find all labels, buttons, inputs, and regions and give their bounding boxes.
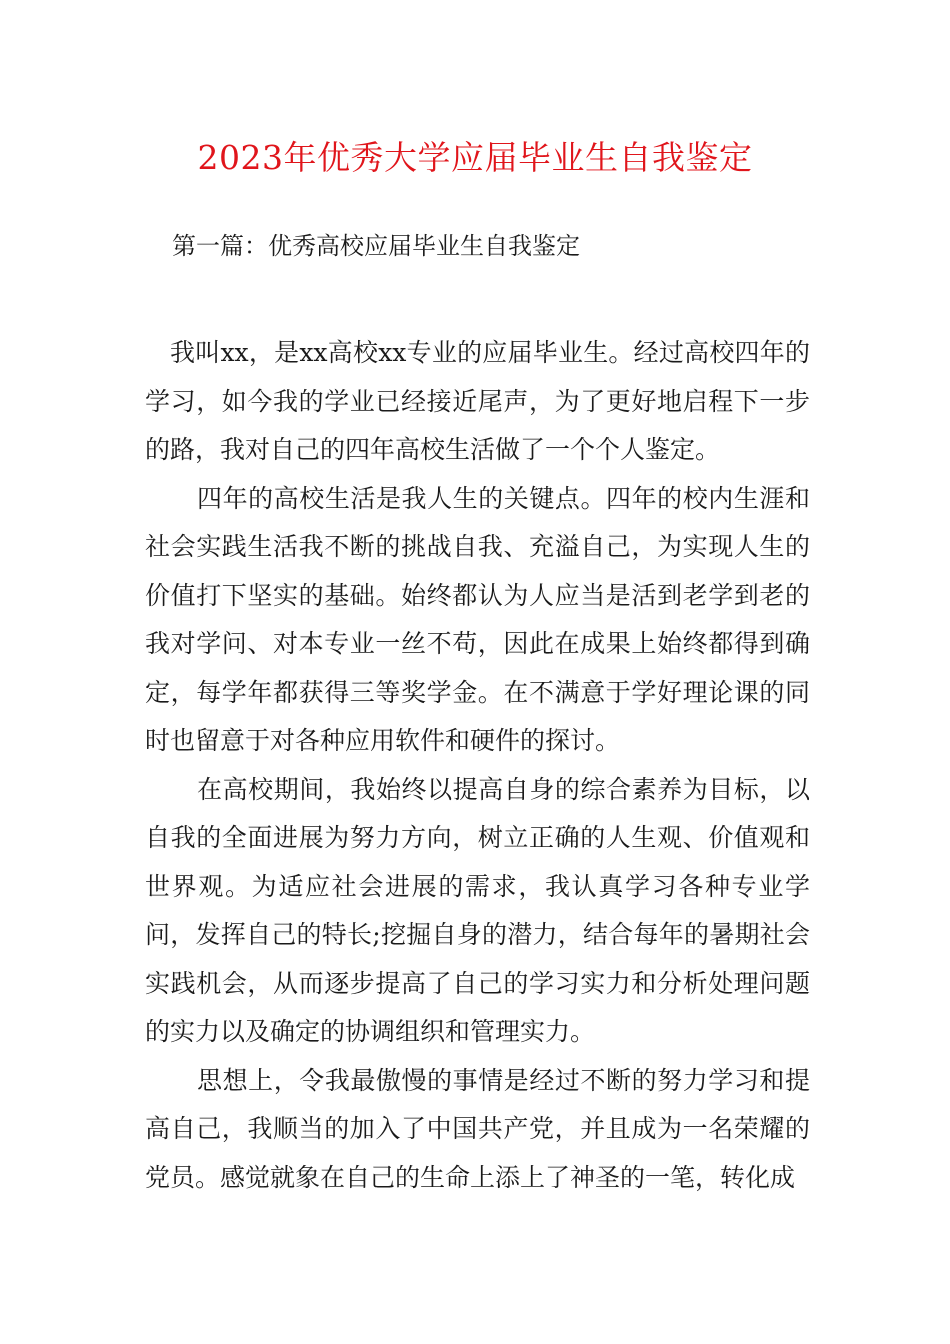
section-heading: 第一篇：优秀高校应届毕业生自我鉴定 [172,232,580,260]
document-title: 2023年优秀大学应届毕业生自我鉴定 [197,138,753,177]
paragraph-2: 四年的高校生活是我人生的关键点。四年的校内生涯和社会实践生活我不断的挑战自我、充溢自己，为实现人生的价值打下坚实的基础。始终都认为人应当是活到老学到老的我对学问、对本专业一丝不苟，因此在成果上始终都得到确定，每学年都获得三等奖学金。在不满意于学好理论课的同时也留意于对各种应用软件和硬件的探讨。 [145,483,810,755]
document-body [145,329,810,1202]
paragraph-4: 思想上，令我最傲慢的事情是经过不断的努力学习和提高自己，我顺当的加入了中国共产党，并且成为一名荣耀的党员。感觉就象在自己的生命上添上了神圣的一笔，转化成 [145,1065,810,1192]
paragraph-1: 我叫xx，是xx高校xx专业的应届毕业生。经过高校四年的学习，如今我的学业已经接近尾声，为了更好地启程下一步的路，我对自己的四年高校生活做了一个个人鉴定。 [145,338,810,464]
paragraph-3: 在高校期间，我始终以提高自身的综合素养为目标，以自我的全面进展为努力方向，树立正确的人生观、价值观和世界观。为适应社会进展的需求，我认真学习各种专业学问，发挥自己的特长;挖掘自身的潜力，结合每年的暑期社会实践机会，从而逐步提高了自己的学习实力和分析处理问题的实力以及确定的协调组织和管理实力。 [145,774,810,1046]
